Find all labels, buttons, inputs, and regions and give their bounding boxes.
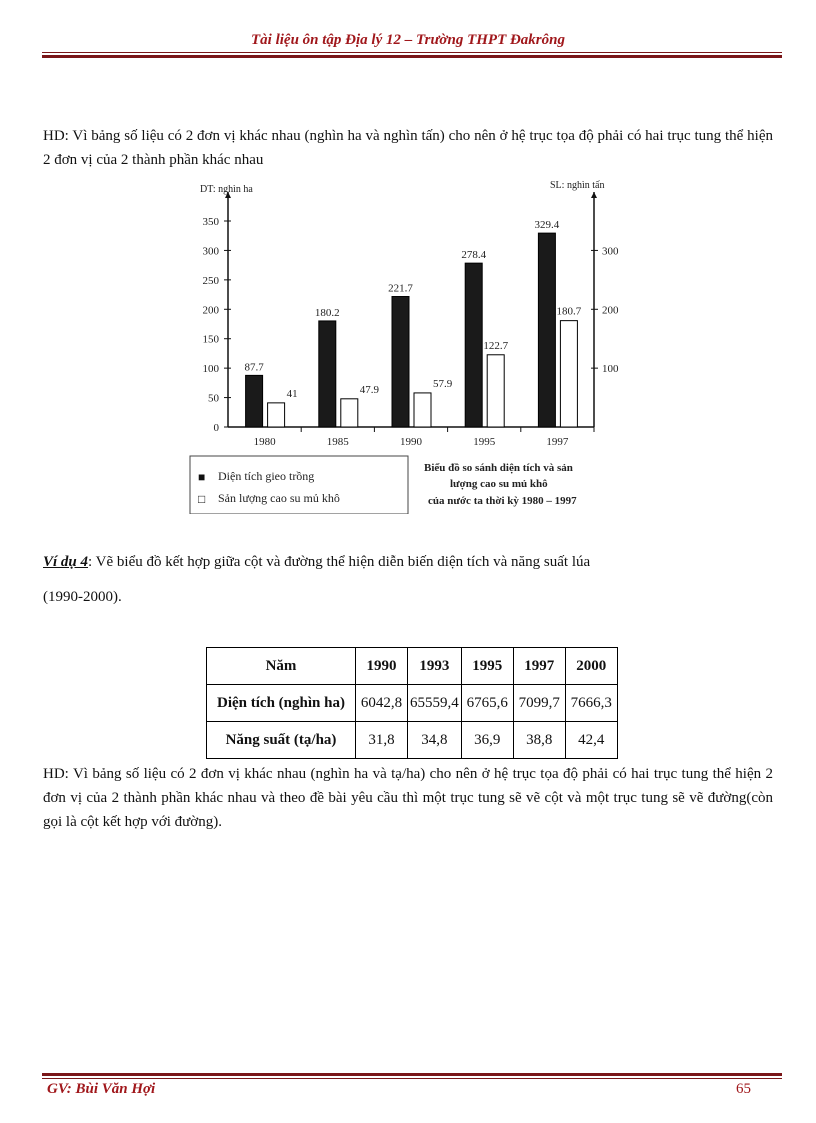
chart-caption-line-3: của nước ta thời kỳ 1980 – 1997 xyxy=(428,495,577,507)
data-label-area-1995: 278.4 xyxy=(461,249,487,262)
table-cell: 38,8 xyxy=(513,722,565,759)
table-row xyxy=(207,722,618,759)
data-label-rubber-1985: 47.9 xyxy=(359,383,380,396)
chart-svg xyxy=(188,176,628,514)
bar-chart xyxy=(188,176,628,514)
bar-rubber-1997 xyxy=(560,321,577,427)
example-4 xyxy=(43,550,773,574)
table-cell: 6042,8 xyxy=(356,685,408,722)
right-axis-tick-label: 100 xyxy=(602,363,619,376)
data-label-area-1980: 87.7 xyxy=(244,361,264,374)
page-header-title: Tài liệu ôn tập Địa lý 12 – Trường THPT Đakrông xyxy=(251,32,565,48)
x-axis-tick-label: 1985 xyxy=(326,436,349,448)
left-axis-tick-label: 100 xyxy=(202,363,219,376)
left-axis-tick-label: 350 xyxy=(202,216,219,228)
x-axis-tick-label: 1980 xyxy=(253,436,276,448)
footer-rule-thick xyxy=(42,1073,782,1076)
left-axis-tick-label: 150 xyxy=(202,333,219,346)
left-axis-title: DT: nghìn ha xyxy=(200,184,253,195)
bar-area-1995 xyxy=(465,263,482,427)
legend-box xyxy=(190,456,408,514)
bar-area-1997 xyxy=(538,233,555,427)
table-cell: 7099,7 xyxy=(513,685,565,722)
table-header-cell: 1995 xyxy=(461,648,513,685)
bar-rubber-1995 xyxy=(487,355,504,427)
left-axis-tick-label: 50 xyxy=(208,392,219,405)
right-axis-tick-label: 300 xyxy=(602,245,619,258)
table-row xyxy=(207,685,618,722)
example-years: (1990-2000). xyxy=(43,589,122,605)
hd-paragraph-1: HD: Vì bảng số liệu có 2 đơn vị khác nhau (nghìn ha và nghìn tấn) cho nên ở hệ trục tọa độ phải có hai trục tung thể hiện 2 đơn vị của 2 thành phần khác nhau xyxy=(43,128,773,168)
left-axis-tick-label: 200 xyxy=(202,304,219,317)
example-label: Ví dụ 4 xyxy=(43,554,89,570)
x-axis-tick-label: 1990 xyxy=(400,436,422,448)
table-cell: 31,8 xyxy=(356,722,408,759)
table-header-cell: 2000 xyxy=(565,648,617,685)
x-axis-tick-label: 1995 xyxy=(473,436,496,448)
bar-area-1990 xyxy=(392,297,409,427)
legend-marker-area: ■ xyxy=(198,470,206,484)
chart-caption-line-2: lượng cao su mủ khô xyxy=(450,478,548,490)
hd-paragraph-2: HD: Vì bảng số liệu có 2 đơn vị khác nhau (nghìn ha và tạ/ha) cho nên ở hệ trục tọa độ phải có hai trục tung thể hiện 2 đơn vị của 2 thành phần khác nhau và theo đề bài yêu cầu thì một trục tung sẽ vẽ cột và một trục tung sẽ vẽ đường(còn gọi là cột kết hợp với đường). xyxy=(43,766,773,830)
table-header-row xyxy=(207,648,618,685)
legend-marker-rubber: □ xyxy=(198,492,206,506)
data-table xyxy=(206,647,618,759)
right-axis-title: SL: nghìn tấn xyxy=(550,180,605,191)
data-label-rubber-1980: 41 xyxy=(286,387,298,400)
table-cell: 7666,3 xyxy=(565,685,617,722)
footer-rule-thin xyxy=(42,1078,782,1079)
bar-area-1985 xyxy=(319,321,336,427)
data-label-rubber-1997: 180.7 xyxy=(556,305,582,318)
left-axis-tick-label: 0 xyxy=(213,422,219,434)
bar-rubber-1990 xyxy=(414,393,431,427)
bar-rubber-1980 xyxy=(268,403,285,427)
bar-area-1980 xyxy=(246,375,263,427)
legend-label-area: Diện tích gieo trồng xyxy=(218,469,315,483)
header-rule-thin xyxy=(42,52,782,53)
table-cell: 42,4 xyxy=(565,722,617,759)
data-label-area-1997: 329.4 xyxy=(534,219,560,232)
table-row-label: Diện tích (nghìn ha) xyxy=(207,685,356,722)
data-label-area-1985: 180.2 xyxy=(314,306,340,319)
right-axis-tick-label: 200 xyxy=(602,304,619,317)
data-label-area-1990: 221.7 xyxy=(388,282,413,295)
table-header-cell: 1997 xyxy=(513,648,565,685)
table-cell: 6765,6 xyxy=(461,685,513,722)
data-label-rubber-1995: 122.7 xyxy=(483,339,509,352)
table-cell: 34,8 xyxy=(408,722,462,759)
chart-caption-line-1: Biểu đồ so sánh diện tích và sản xyxy=(424,462,573,474)
legend-label-rubber: Sản lượng cao su mủ khô xyxy=(218,491,340,505)
x-axis-tick-label: 1997 xyxy=(546,436,569,448)
table-header-cell: 1993 xyxy=(408,648,462,685)
table-header-cell: 1990 xyxy=(356,648,408,685)
table-cell: 36,9 xyxy=(461,722,513,759)
table-row-label: Năng suất (tạ/ha) xyxy=(207,722,356,759)
left-axis-tick-label: 250 xyxy=(202,274,219,287)
bar-rubber-1985 xyxy=(341,399,358,427)
page-number: 65 xyxy=(736,1081,751,1097)
data-label-rubber-1990: 57.9 xyxy=(433,377,453,390)
footer-author: GV: Bùi Văn Hợi xyxy=(47,1081,156,1097)
header-rule-thick xyxy=(42,55,782,58)
example-text: : Vẽ biểu đồ kết hợp giữa cột và đường thể hiện diễn biến diện tích và năng suất lúa xyxy=(88,554,591,570)
left-axis-tick-label: 300 xyxy=(202,245,219,258)
table-cell: 65559,4 xyxy=(408,685,462,722)
table-header-cell: Năm xyxy=(207,648,356,685)
